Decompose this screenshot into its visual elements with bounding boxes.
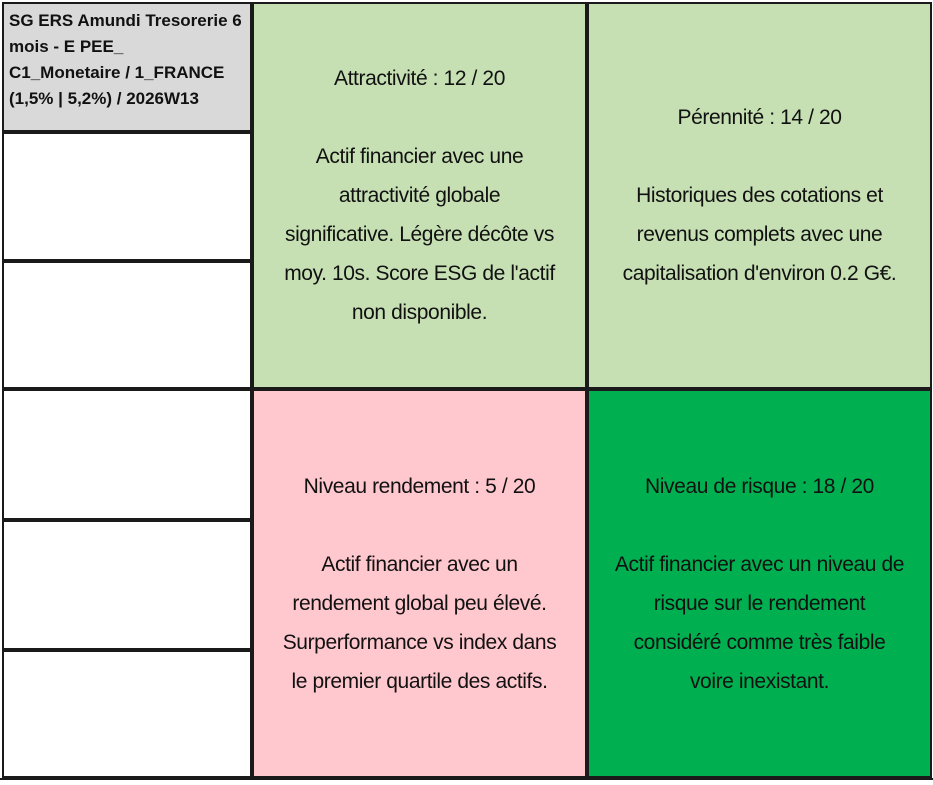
asset-title-line: (1,5% | 5,2%) / 2026W13 <box>9 89 199 108</box>
risque-text-line: voire inexistant. <box>689 669 830 693</box>
empty-cell <box>2 261 252 389</box>
empty-cell <box>2 132 252 261</box>
risque-text-line: considéré comme très faible <box>633 630 886 654</box>
bottom-border-line <box>0 778 933 780</box>
empty-cell <box>2 650 252 778</box>
rendement-cell <box>252 389 587 778</box>
perennite-text-line: revenus complets avec une <box>636 223 883 246</box>
perennite-cell <box>587 2 932 389</box>
attractivite-text-line: significative. Légère décôte vs <box>285 223 554 246</box>
rendement-text-line: Actif financier avec un <box>321 552 518 576</box>
attractivite-text-line: moy. 10s. Score ESG de l'actif <box>284 262 555 285</box>
empty-cell <box>2 520 252 650</box>
empty-cell <box>2 389 252 520</box>
rendement-text-line: Surperformance vs index dans <box>282 630 557 654</box>
attractivite-heading: Attractivité : 12 / 20 <box>334 67 505 90</box>
attractivite-text-line: non disponible. <box>351 301 488 324</box>
rendement-heading: Niveau rendement : 5 / 20 <box>303 474 536 498</box>
asset-title-line: SG ERS Amundi Tresorerie 6 <box>9 11 242 30</box>
perennite-heading: Pérennité : 14 / 20 <box>677 106 842 129</box>
attractivite-text-line: Actif financier avec une <box>315 145 524 168</box>
risque-text-line: risque sur le rendement <box>653 591 866 615</box>
risque-text-line: Actif financier avec un niveau de <box>614 552 905 576</box>
rendement-text-line: rendement global peu élevé. <box>292 591 547 615</box>
asset-title-line: mois - E PEE_ <box>9 37 124 56</box>
rendement-text-line: le premier quartile des actifs. <box>291 669 548 693</box>
perennite-text-line: Historiques des cotations et <box>636 184 883 207</box>
risque-heading: Niveau de risque : 18 / 20 <box>645 474 874 498</box>
attractivite-text-line: attractivité globale <box>338 184 501 207</box>
perennite-text-line: capitalisation d'environ 0.2 G€. <box>622 262 897 285</box>
asset-title-cell <box>2 2 252 132</box>
asset-title-line: C1_Monetaire / 1_FRANCE <box>9 63 225 82</box>
risque-cell <box>587 389 932 778</box>
attractivite-cell <box>252 2 587 389</box>
